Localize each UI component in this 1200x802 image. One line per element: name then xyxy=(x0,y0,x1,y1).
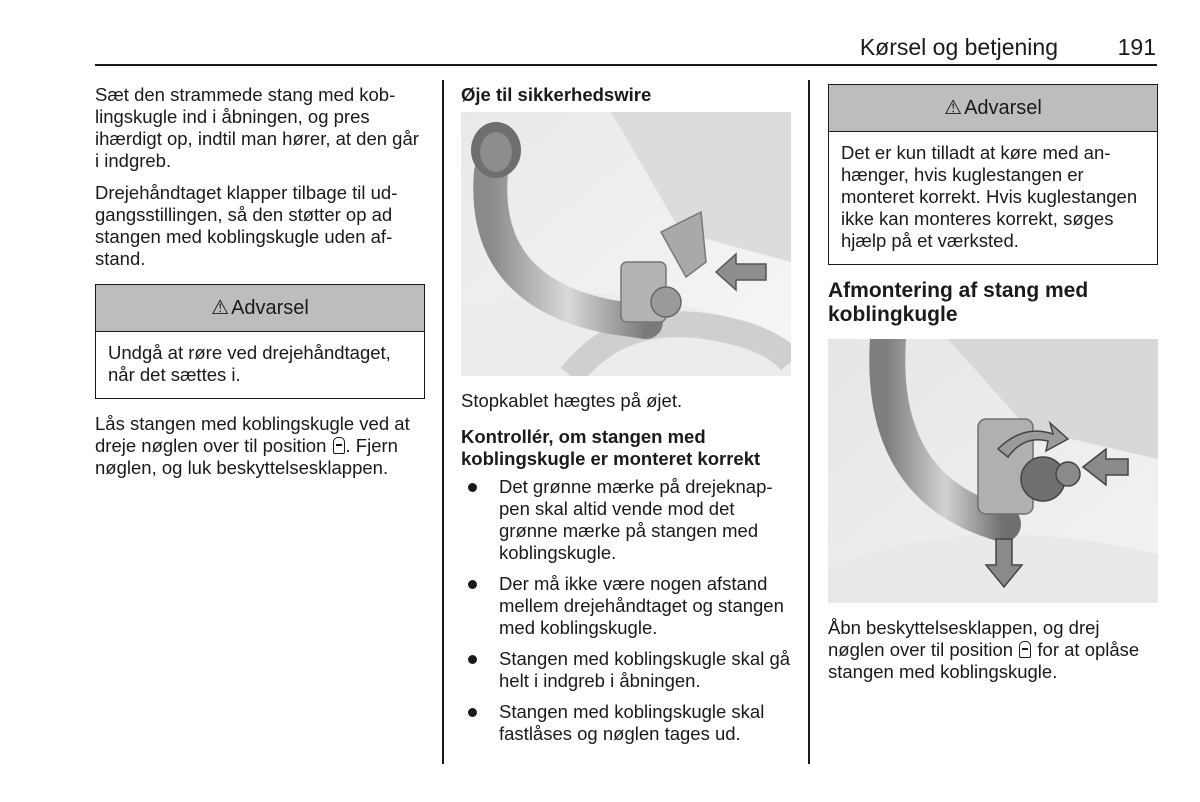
paragraph-text: Åbn beskyttelsesklappen, og drej nøglen over til position xyxy=(828,617,1100,660)
paragraph-text: . Fjern nøglen, og luk beskyttelsesklappen. xyxy=(95,435,398,478)
warning-header xyxy=(96,285,424,332)
list-item xyxy=(461,573,791,639)
paragraph: Sæt den strammede stang med koblingskugle ind i åbningen, og pres ihærdigt op, indtil man hører, at den går i indgreb. xyxy=(95,84,419,171)
running-header-title: Kørsel og betjening xyxy=(859,34,1058,60)
bullet-icon xyxy=(468,483,477,492)
paragraph: Drejehåndtaget klapper tilbage til udgangsstillingen, så den støtter op ad stangen med koblingskugle uden afstand. xyxy=(95,182,398,269)
image-caption: Stopkablet hægtes på øjet. xyxy=(461,390,683,411)
column-divider xyxy=(442,80,444,764)
list-item xyxy=(461,701,791,745)
warning-header xyxy=(829,85,1157,132)
warning-triangle-icon: ⚠ xyxy=(944,97,963,119)
warning-triangle-icon: ⚠ xyxy=(211,297,230,319)
section-heading: Afmontering af stang med koblingkugle xyxy=(828,279,1089,326)
paragraph-text: Lås stangen med koblingskugle ved at dreje nøglen over til position xyxy=(95,413,410,456)
warning-text: Undgå at røre ved drejehåndtaget, når det sættes i. xyxy=(108,342,391,385)
warning-text: Det er kun tilladt at køre med anhænger, hvis kuglestangen er monteret korrekt. Hvis kuglestangen ikke kan monteres korrekt, søges hjælp på et værksted. xyxy=(841,142,1138,251)
warning-box xyxy=(95,284,425,399)
list-item xyxy=(461,648,791,692)
safety-eye-illustration xyxy=(461,112,791,376)
list-item xyxy=(461,476,791,564)
removal-illustration xyxy=(828,339,1158,603)
warning-box xyxy=(828,84,1158,265)
section-heading: Øje til sikkerhedswire xyxy=(461,84,652,105)
bullet-icon xyxy=(468,655,477,664)
paragraph xyxy=(95,413,425,479)
bullet-icon xyxy=(468,580,477,589)
warning-title: Advarsel xyxy=(964,97,1042,119)
column-middle xyxy=(461,84,791,754)
header-rule xyxy=(95,64,1157,66)
page-number: 191 xyxy=(1117,34,1156,60)
sub-heading: Kontrollér, om stangen med koblingskugle er monteret korrekt xyxy=(461,426,761,469)
column-right xyxy=(828,84,1158,693)
tow-bar-removal-image xyxy=(828,339,1158,603)
column-left xyxy=(95,84,425,489)
warning-title: Advarsel xyxy=(231,297,309,319)
column-divider xyxy=(808,80,810,764)
list-item-text: Det grønne mærke på drejeknappen skal altid vende mod det grønne mærke på stangen med koblingskugle. xyxy=(499,476,773,563)
key-lock-icon xyxy=(333,437,345,454)
list-item-text: Der må ikke være nogen afstand mellem drejehåndtaget og stangen med koblingskugle. xyxy=(499,573,784,638)
tow-bar-eye-image xyxy=(461,112,791,376)
list-item-text: Stangen med koblingskugle skal fastlåses og nøglen tages ud. xyxy=(499,701,765,744)
list-item-text: Stangen med koblingskugle skal gå helt i indgreb i åbningen. xyxy=(499,648,791,691)
key-unlock-icon xyxy=(1019,641,1031,658)
paragraph-text: for at oplåse stangen med koblingskugle. xyxy=(828,639,1140,682)
paragraph xyxy=(828,617,1158,683)
checklist xyxy=(461,476,791,745)
bullet-icon xyxy=(468,708,477,717)
